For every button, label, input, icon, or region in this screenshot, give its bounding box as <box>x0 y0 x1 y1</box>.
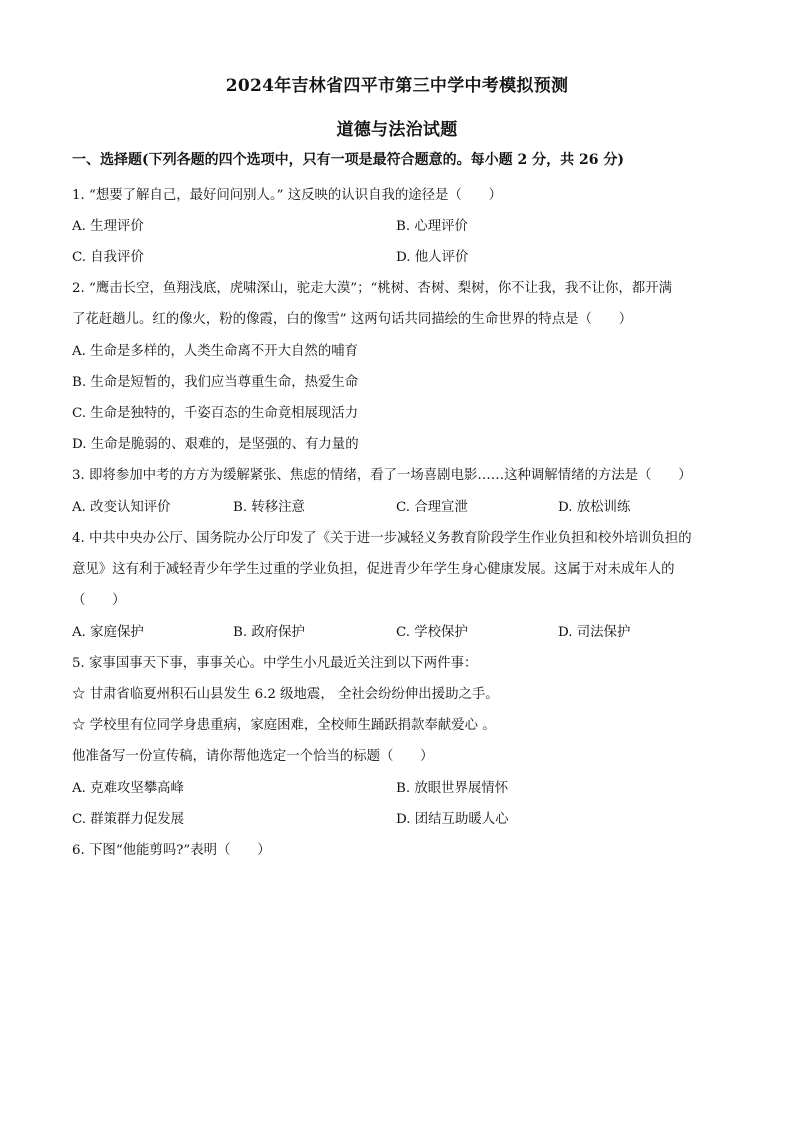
question-5-option-b: B. 放眼世界展情怀 <box>396 781 509 796</box>
question-5-stem-line-2: ☆ 甘肃省临夏州积石山县发生 6.2 级地震， 全社会纷纷伸出援助之手。 <box>72 687 499 702</box>
question-5-stem-line-3: ☆ 学校里有位同学身患重病，家庭困难，全校师生踊跃捐款奉献爱心 。 <box>72 718 496 733</box>
question-4-option-c: C. 学校保护 <box>396 625 468 640</box>
question-1-option-a: A. 生理评价 <box>72 219 144 234</box>
question-4-stem-line-3: （ ） <box>72 593 126 608</box>
question-2-stem-line-2: 了花赶趟儿。红的像火，粉的像霞，白的像雪” 这两句话共同描绘的生命世界的特点是（ ） <box>72 312 633 327</box>
question-5-option-c: C. 群策群力促发展 <box>72 812 185 827</box>
question-1-stem: 1. “想要了解自己，最好问问别人。” 这反映的认识自我的途径是（ ） <box>72 188 502 203</box>
question-2-option-b: B. 生命是短暂的，我们应当尊重生命，热爱生命 <box>72 375 359 390</box>
question-5-option-a: A. 克难攻坚攀高峰 <box>72 781 184 796</box>
question-5-stem-line-1: 5. 家事国事天下事，事事关心。中学生小凡最近关注到以下两件事： <box>72 656 478 671</box>
question-4-option-b: B. 政府保护 <box>233 625 305 640</box>
question-2-option-c: C. 生命是独特的，千姿百态的生命竟相展现活力 <box>72 406 359 421</box>
question-1-option-d: D. 他人评价 <box>396 250 469 265</box>
question-3-option-a: A. 改变认知评价 <box>72 500 171 515</box>
question-4-stem-line-1: 4. 中共中央办公厅、国务院办公厅印发了《关于进一步减轻义务教育阶段学生作业负担和校外培训负担的 <box>72 531 692 546</box>
question-3-option-c: C. 合理宣泄 <box>396 500 468 515</box>
question-6-stem: 6. 下图“他能剪吗?”表明（ ） <box>72 843 271 858</box>
question-3-stem: 3. 即将参加中考的方方为缓解紧张、焦虑的情绪，看了一场喜剧电影……这种调解情绪的方法是（ ） <box>72 468 692 483</box>
question-3-option-b: B. 转移注意 <box>233 500 305 515</box>
question-2-option-d: D. 生命是脆弱的、艰难的，是坚强的、有力量的 <box>72 437 359 452</box>
question-5-option-d: D. 团结互助暖人心 <box>396 812 509 827</box>
section-heading: 一、选择题(下列各题的四个选项中，只有一项是最符合题意的。每小题 2 分，共 26 分) <box>72 152 624 168</box>
question-4-option-a: A. 家庭保护 <box>72 625 144 640</box>
question-5-stem-line-4: 他准备写一份宣传稿，请你帮他选定一个恰当的标题（ ） <box>72 749 434 764</box>
exam-title: 2024年吉林省四平市第三中学中考模拟预测 <box>225 76 569 96</box>
question-3-option-d: D. 放松训练 <box>558 500 631 515</box>
question-2-option-a: A. 生命是多样的，人类生命离不开大自然的哺育 <box>72 344 358 359</box>
question-1-option-c: C. 自我评价 <box>72 250 144 265</box>
exam-subtitle: 道德与法治试题 <box>336 120 458 140</box>
question-4-option-d: D. 司法保护 <box>558 625 631 640</box>
question-2-stem-line-1: 2. “鹰击长空，鱼翔浅底，虎啸深山，驼走大漠”；“桃树、杏树、梨树，你不让我，我不让你，都开满 <box>72 281 672 296</box>
question-1-option-b: B. 心理评价 <box>396 219 468 234</box>
question-4-stem-line-2: 意见》这有利于减轻青少年学生过重的学业负担，促进青少年学生身心健康发展。这属于对未成年人的 <box>72 562 675 577</box>
